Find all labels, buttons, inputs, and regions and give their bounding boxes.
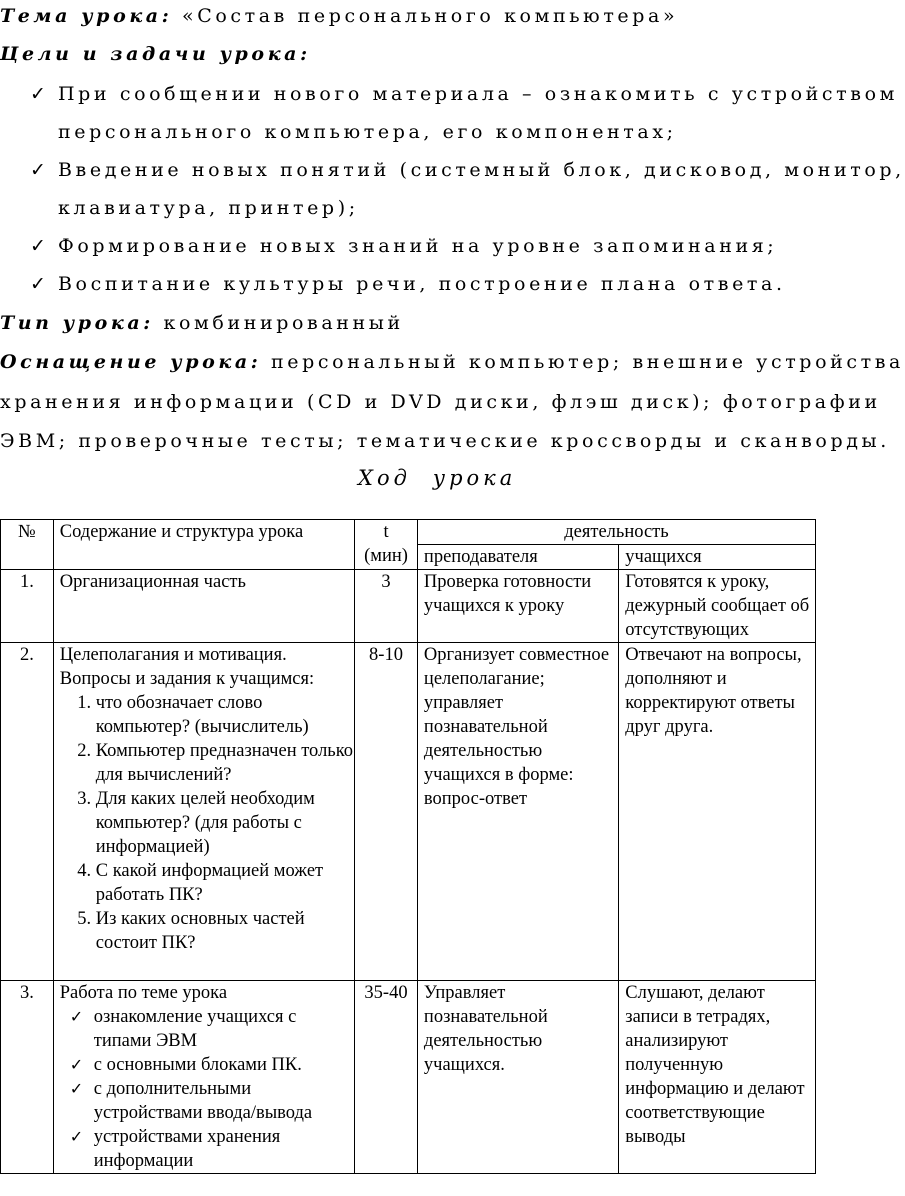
goal-1-line-1: При сообщении нового материала – ознакомить с устройством — [58, 83, 898, 105]
list-item: 2. Компьютер предназначен только для вычислений? — [96, 739, 354, 787]
equipment-value-1: персональный компьютер; внешние устройства — [271, 351, 904, 373]
topic-value: «Состав персонального компьютера» — [181, 5, 679, 27]
list-item: 4. С какой информацией может работать ПК? — [96, 859, 354, 907]
row-time: 3 — [355, 570, 418, 643]
row-teacher: Проверка готовности учащихся к уроку — [417, 570, 618, 643]
header-students: учащихся — [619, 545, 816, 570]
topic-line — [0, 5, 678, 27]
equipment-line-2: хранения информации (CD и DVD диски, флэш диск); фотографии — [0, 391, 881, 413]
row-time: 8-10 — [355, 643, 418, 981]
header-activity: деятельность — [417, 520, 815, 545]
list-item: 3. Для каких целей необходим компьютер? (для работы с информацией) — [96, 787, 354, 859]
header-time-unit: (мин) — [364, 546, 408, 566]
row-num: 1. — [1, 570, 54, 643]
equipment-line-3: ЭВМ; проверочные тесты; тематические кроссворды и сканворды. — [0, 430, 890, 452]
row-students: Готовятся к уроку, дежурный сообщает об отсутствующих — [619, 570, 816, 643]
header-num: № — [1, 520, 54, 570]
header-time-t: t — [383, 522, 389, 542]
list-item: 5. Из каких основных частей состоит ПК? — [96, 907, 354, 955]
table-row — [1, 643, 816, 981]
lesson-plan-table — [0, 519, 816, 1174]
check-icon: ✓ — [30, 273, 46, 295]
row-time: 35-40 — [355, 981, 418, 1174]
topic-label: Тема урока: — [0, 5, 173, 27]
course-word-2: урока — [432, 466, 517, 490]
row-students: Слушают, делают записи в тетрадях, анализируют полученную информацию и делают соответствующие выводы — [619, 981, 816, 1174]
goal-2-line-1: Введение новых понятий (системный блок, дисковод, монитор, — [58, 159, 905, 181]
row-teacher: Организует совместное целеполагание; управляет познавательной деятельностью учащихся в форме: вопрос-ответ — [417, 643, 618, 981]
lesson-type-line — [0, 312, 404, 334]
goal-3: Формирование новых знаний на уровне запоминания; — [58, 235, 778, 257]
goals-label: Цели и задачи урока: — [0, 43, 311, 65]
row-students: Отвечают на вопросы, дополняют и корректируют ответы друг друга. — [619, 643, 816, 981]
goal-1-line-2: персонального компьютера, его компонентах; — [58, 121, 677, 143]
lesson-course-title — [358, 466, 516, 490]
row-content: Организационная часть — [53, 570, 354, 643]
equipment-label: Оснащение урока: — [0, 351, 262, 373]
check-icon: ✓ — [30, 235, 46, 257]
lesson-type-value: комбинированный — [163, 312, 404, 334]
row-title: Целеполагания и мотивация. Вопросы и задания к учащимся: — [59, 645, 315, 689]
list-item: ✓ устройствами хранения информации — [94, 1125, 354, 1173]
list-item: 1. что обозначает слово компьютер? (вычислитель) — [96, 691, 354, 739]
goal-2-line-2: клавиатура, принтер); — [58, 197, 359, 219]
row-num: 3. — [1, 981, 54, 1174]
row-num: 2. — [1, 643, 54, 981]
lesson-type-label: Тип урока: — [0, 312, 154, 334]
list-item: ✓ ознакомление учащихся с типами ЭВМ — [94, 1005, 354, 1053]
topic-checklist — [60, 1005, 354, 1173]
check-icon: ✓ — [30, 83, 46, 105]
table-row — [1, 570, 816, 643]
row-content — [53, 643, 354, 981]
question-list — [60, 691, 354, 955]
course-word-1: Ход — [358, 466, 411, 490]
list-item: ✓ с основными блоками ПК. — [94, 1053, 354, 1077]
row-title: Работа по теме урока — [59, 983, 228, 1003]
row-content — [53, 981, 354, 1174]
header-time — [355, 520, 418, 570]
equipment-line-1 — [0, 351, 904, 373]
row-teacher: Управляет познавательной деятельностью учащихся. — [417, 981, 618, 1174]
check-icon: ✓ — [30, 159, 46, 181]
header-teacher: преподавателя — [417, 545, 618, 570]
header-content: Содержание и структура урока — [53, 520, 354, 570]
goal-4: Воспитание культуры речи, построение плана ответа. — [58, 273, 786, 295]
list-item: ✓ с дополнительными устройствами ввода/вывода — [94, 1077, 354, 1125]
table-row — [1, 981, 816, 1174]
